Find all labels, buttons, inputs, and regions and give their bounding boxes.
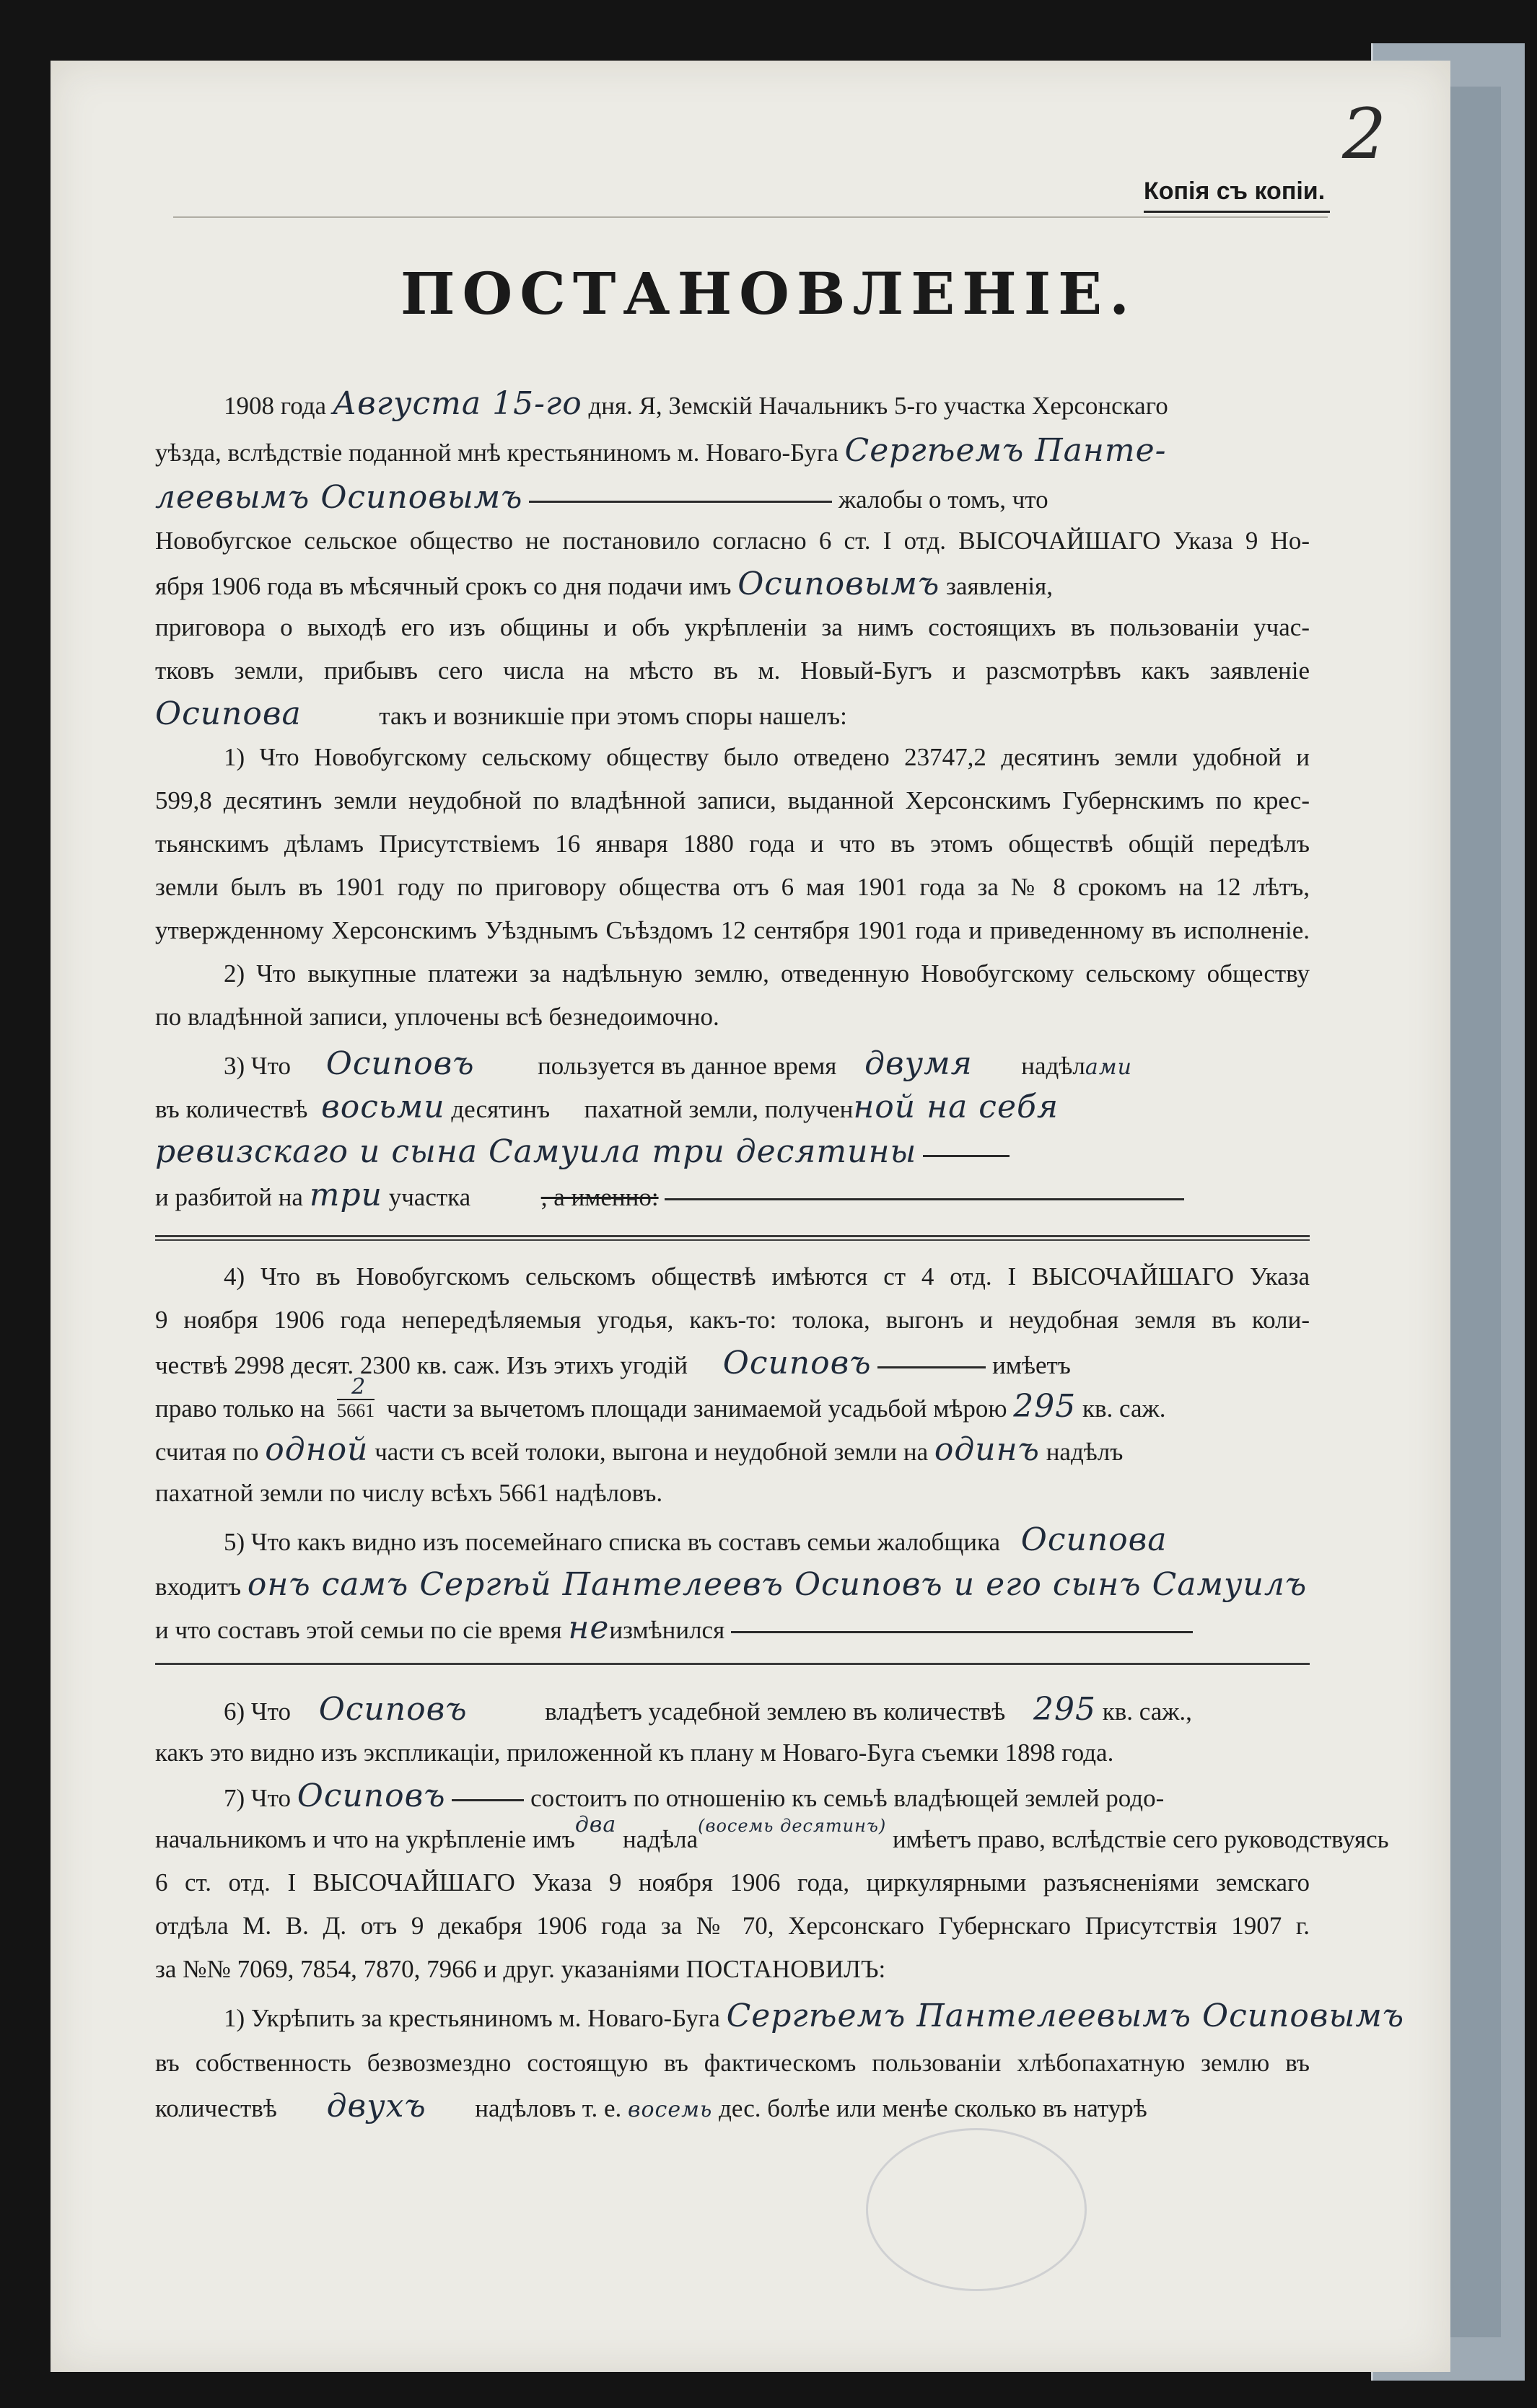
header-text-3: жалобы о томъ, что [838,485,1048,514]
item3-text-d: въ количествѣ [155,1095,308,1123]
petitioner-name-handwritten-1: Сергѣемъ Панте- [844,432,1167,469]
item5-name-handwritten: Осипова [1020,1521,1168,1558]
copy-note: Копія съ копіи. [1144,177,1326,205]
item1-line-4: земли былъ въ 1901 году по приговору общества отъ 6 мая 1901 года за № 8 срокомъ на 12 лѣтъ, [155,873,1310,901]
item3-line-4 [155,1177,1310,1213]
header-line-1 [224,386,1310,422]
header-line-5 [155,566,1310,602]
decision1-line-2: въ собственность безвозмездно состоящую въ фактическомъ пользованіи хлѣбопахатную землю въ [155,2049,1310,2077]
header-text-5: ября 1906 года въ мѣсячный срокъ со дня подачи имъ [155,572,732,600]
fill-line [452,1799,524,1801]
item4-line-4 [155,1374,1310,1425]
decision1-line-3 [155,2088,1310,2124]
item5-not-handwritten: не [568,1609,610,1646]
item4-line-2: 9 ноября 1906 года непередѣляемыя угодья, какъ-то: толока, выгонъ и неудобная земля въ коли- [155,1306,1310,1334]
header-text-1: дня. Я, Земскій Начальникъ 5-го участка Херсонскаго [588,392,1168,420]
decision1-text-3a: количествѣ [155,2094,277,2122]
item3-text-a: 3) Что [224,1052,291,1080]
item4-text-5b: части съ всей толоки, выгона и неудобной земли на [375,1438,929,1466]
item4-line-5 [155,1432,1310,1468]
item1-line-5: утвержденному Херсонскимъ Уѣзднымъ Съѣздомъ 12 сентября 1901 года и приведенному въ исполненіе. [155,916,1310,944]
item3-text-f: пахатной земли, получен [584,1095,854,1123]
item6-name-handwritten: Осиповъ [318,1691,468,1728]
decision1-text-1a: 1) Укрѣпить за крестьяниномъ м. Новаго-Буга [224,2004,720,2032]
item7-two-handwritten: два [574,1812,617,1837]
item2-line-2: по владѣнной записи, уплочены всѣ безнедоимочно. [155,1003,719,1031]
item3-parts-handwritten: три [309,1177,382,1213]
item7-line-5: за №№ 7069, 7854, 7870, 7966 и друг. указаніями ПОСТАНОВИЛЪ: [155,1955,886,1983]
item7-line-2 [155,1812,1389,1858]
header-line-7: тковъ земли, прибывъ сего числа на мѣсто въ м. Новый-Бугъ и разсмотрѣвъ какъ заявленіе [155,656,1310,685]
item3-revision-handwritten: ревизскаго и сына Самуила три десятины [155,1133,917,1170]
blank-line [155,1663,1310,1665]
decision1-qty-handwritten: двухъ [326,2088,426,2124]
item3-count-handwritten: двумя [864,1045,973,1082]
item7-line-3: 6 ст. отд. I ВЫСОЧАЙШАГО Указа 9 ноября 1906 года, циркулярными разъясненіями земскаго [155,1868,1310,1897]
item3-text-b: пользуется въ данное время [538,1052,837,1080]
blank-line [155,1239,1310,1241]
item4-text-3b: имѣетъ [992,1351,1071,1379]
item7-line-4: отдѣла М. В. Д. отъ 9 декабря 1906 года за № 70, Херсонскаго Губернскаго Присутствія 1907 г. [155,1912,1310,1940]
decision1-line-1 [224,1998,1405,2034]
decision1-text-3c: дес. болѣе или менѣе сколько въ натурѣ [719,2094,1147,2122]
header-line-2 [155,433,1310,469]
item3-text-j: , а именно: [540,1183,659,1211]
document-title: ПОСТАНОВЛЕНІЕ. [400,260,1137,328]
blank-line [155,1235,1310,1237]
decision1-name-handwritten: Сергѣемъ Пантелеевымъ Осиповымъ [726,1998,1405,2034]
item7-text-2b: надѣла [623,1825,699,1853]
item1-line-2: 599,8 десятинъ земли неудобной по владѣнной записи, выданной Херсонскимъ Губернскимъ по крес- [155,786,1310,814]
item3-line-1 [224,1046,1310,1082]
item4-text-4b: части за вычетомъ площади занимаемой усадьбой мѣрою [386,1394,1007,1423]
item4-text-3a: чествѣ 2998 десят. 2300 кв. саж. Изъ этихъ угодій [155,1351,688,1379]
header-text-2: уѣзда, вслѣдствіе поданной мнѣ крестьяниномъ м. Новаго-Буга [155,439,838,467]
item7-text-a: 7) Что [224,1784,291,1812]
item6-line-1 [224,1692,1310,1728]
item7-text-b: состоитъ по отношенію къ семьѣ владѣющей землей родо- [530,1784,1165,1812]
fraction-denominator: 5661 [337,1400,375,1421]
item6-text-b: владѣетъ усадебной землею въ количествѣ [545,1697,1006,1726]
copy-note-underline [1144,211,1330,213]
item7-name-handwritten: Осиповъ [297,1778,446,1814]
item4-line-1: 4) Что въ Новобугскомъ сельскомъ обществѣ имѣются ст 4 отд. I ВЫСОЧАЙШАГО Указа [224,1262,1310,1291]
header-line-8 [155,696,1310,732]
item3-c-handwritten: ами [1085,1055,1132,1080]
header-line-3 [155,480,1310,516]
item6-text-c: кв. саж., [1102,1697,1192,1726]
date-handwritten: Августа 15-го [332,385,582,422]
item5-family-handwritten: онъ самъ Сергѣй Пантелеевъ Осиповъ и его сынъ Самуилъ [247,1566,1308,1603]
item6-text-a: 6) Что [224,1697,291,1726]
faint-stamp [866,2128,1087,2291]
fraction-numerator-handwritten: 2 [351,1374,367,1399]
fill-line [665,1198,1184,1200]
decision1-text-3b: надѣловъ т. е. [475,2094,622,2122]
header-line-4: Новобугское сельское общество не постановило согласно 6 ст. I отд. ВЫСОЧАЙШАГО Указа 9 Но- [155,527,1310,555]
item4-share-handwritten: одной [265,1431,369,1468]
decision1-des-handwritten: восемь [628,2097,713,2122]
item4-area-handwritten: 295 [1013,1388,1077,1425]
item3-name-handwritten: Осиповъ [325,1045,475,1082]
item3-f-handwritten: ной на себя [853,1089,1059,1125]
item3-text-i: участка [388,1183,471,1211]
fraction [337,1374,375,1429]
fill-line [731,1631,1193,1633]
item6-line-2: какъ это видно изъ экспликаціи, приложенной къ плану м Новаго-Буга съемки 1898 года. [155,1739,1114,1767]
item7-text-2a: начальникомъ и что на укрѣпленіе имъ [155,1825,575,1853]
item3-text-e: десятинъ [451,1095,551,1123]
fill-line [529,501,832,503]
item1-line-1: 1) Что Новобугскому сельскому обществу было отведено 23747,2 десятинъ земли удобной и [224,743,1310,771]
item4-text-5c: надѣлъ [1046,1438,1124,1466]
item7-eight-handwritten: (восемь десятинъ) [698,1816,887,1836]
item5-text-2a: входитъ [155,1573,242,1601]
item2-line-1: 2) Что выкупные платежи за надѣльную землю, отведенную Новобугскому сельскому обществу [224,959,1310,988]
fill-line [877,1366,986,1368]
petitioner-name-handwritten-2: леевымъ Осиповымъ [155,479,523,516]
item1-line-3: тьянскимъ дѣламъ Присутствіемъ 16 января 1880 года и что въ этомъ обществѣ общій передѣлъ [155,830,1310,858]
item4-one-handwritten: одинъ [934,1431,1040,1468]
item4-text-5a: считая по [155,1438,259,1466]
item5-text-3a: и что составъ этой семьи по сіе время [155,1616,562,1644]
header-line-6: приговора о выходѣ его изъ общины и объ укрѣпленіи за нимъ состоящихъ въ пользованіи учас- [155,613,1310,641]
item4-text-4c: кв. саж. [1082,1394,1166,1423]
fill-line [923,1155,1010,1157]
item3-line-3 [155,1134,1310,1170]
year-text: 1908 года [224,392,327,420]
top-divider [173,216,1328,218]
page-number: 2 [1342,94,1387,175]
item4-text-4a: право только на [155,1394,325,1423]
item4-line-6: пахатной земли по числу всѣхъ 5661 надѣловъ. [155,1479,663,1507]
item3-text-c: надѣл [1021,1052,1085,1080]
item7-line-1 [224,1778,1310,1814]
petitioner-name-handwritten-4: Осипова [155,695,302,732]
petitioner-name-handwritten-3: Осиповымъ [737,566,940,602]
item5-text-1a: 5) Что какъ видно изъ посемейнаго списка въ составъ семьи жалобщика [224,1528,1001,1556]
item3-line-2 [155,1089,1310,1125]
item3-qty-handwritten: восьми [321,1089,445,1125]
item7-text-2c: имѣетъ право, вслѣдствіе сего руководствуясь [893,1825,1389,1853]
item4-line-3 [155,1345,1310,1381]
header-text-8: такъ и возникшіе при этомъ споры нашелъ: [379,702,847,730]
item6-area-handwritten: 295 [1033,1691,1096,1728]
item5-line-2 [155,1567,1310,1603]
item5-line-1 [224,1522,1310,1558]
item4-name-handwritten: Осиповъ [722,1345,872,1381]
item5-text-3b: измѣнился [609,1616,725,1644]
header-text-6: заявленія, [946,572,1053,600]
item5-line-3 [155,1610,1310,1646]
item3-text-h: и разбитой на [155,1183,303,1211]
